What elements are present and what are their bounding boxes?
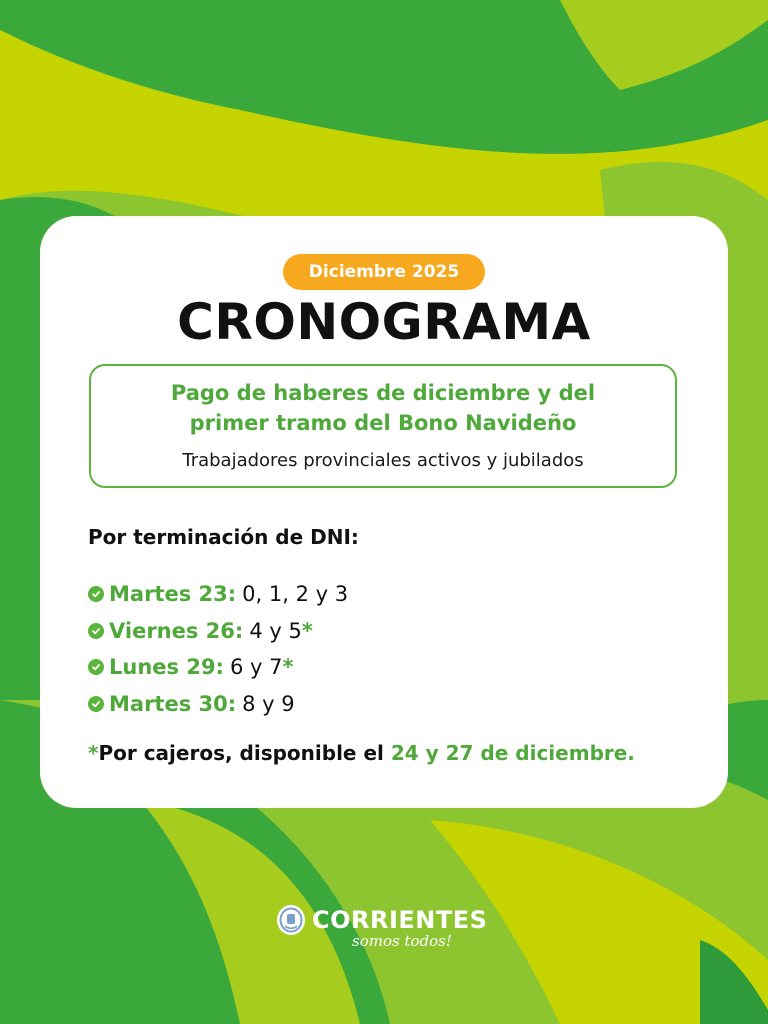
schedule-day: Martes 30: — [109, 691, 237, 716]
dni-heading: Por terminación de DNI: — [88, 525, 359, 549]
logo-tagline: somos todos! — [352, 932, 452, 950]
payment-description-line1: Pago de haberes de diciembre y del — [170, 381, 596, 405]
provincial-seal-icon — [276, 904, 306, 936]
page-title: CRONOGRAMA — [177, 293, 591, 351]
check-circle-icon — [88, 659, 104, 675]
atm-footnote — [88, 741, 635, 765]
schedule-digits: 4 y 5 — [249, 618, 302, 643]
footnote-text: Por cajeros, disponible el — [98, 741, 391, 765]
schedule-day: Martes 23: — [109, 582, 237, 607]
schedule-digits: 6 y 7 — [229, 655, 283, 680]
footnote-dates: 24 y 27 de diciembre. — [390, 741, 635, 765]
check-circle-icon — [88, 586, 104, 602]
payment-description-line2: primer tramo del Bono Navideño — [189, 411, 577, 435]
check-circle-icon — [88, 623, 104, 639]
schedule-day: Lunes 29: — [109, 655, 224, 680]
payment-info-box — [89, 364, 677, 488]
schedule-asterisk: * — [301, 618, 313, 643]
logo-wordmark: CORRIENTES — [312, 906, 488, 934]
schedule-asterisk: * — [282, 655, 294, 680]
schedule-item — [88, 649, 348, 686]
check-circle-icon — [88, 696, 104, 712]
schedule-item — [88, 576, 348, 613]
schedule-list — [88, 576, 348, 722]
schedule-digits: 8 y 9 — [242, 691, 295, 716]
schedule-item — [88, 686, 348, 723]
footnote-asterisk: * — [88, 741, 99, 765]
schedule-digits: 0, 1, 2 y 3 — [242, 582, 349, 607]
schedule-day: Viernes 26: — [109, 618, 244, 643]
schedule-item — [88, 613, 348, 650]
payment-audience: Trabajadores provinciales activos y jubilados — [182, 450, 584, 471]
corrientes-logo — [276, 902, 496, 962]
month-badge: Diciembre 2025 — [283, 254, 485, 290]
